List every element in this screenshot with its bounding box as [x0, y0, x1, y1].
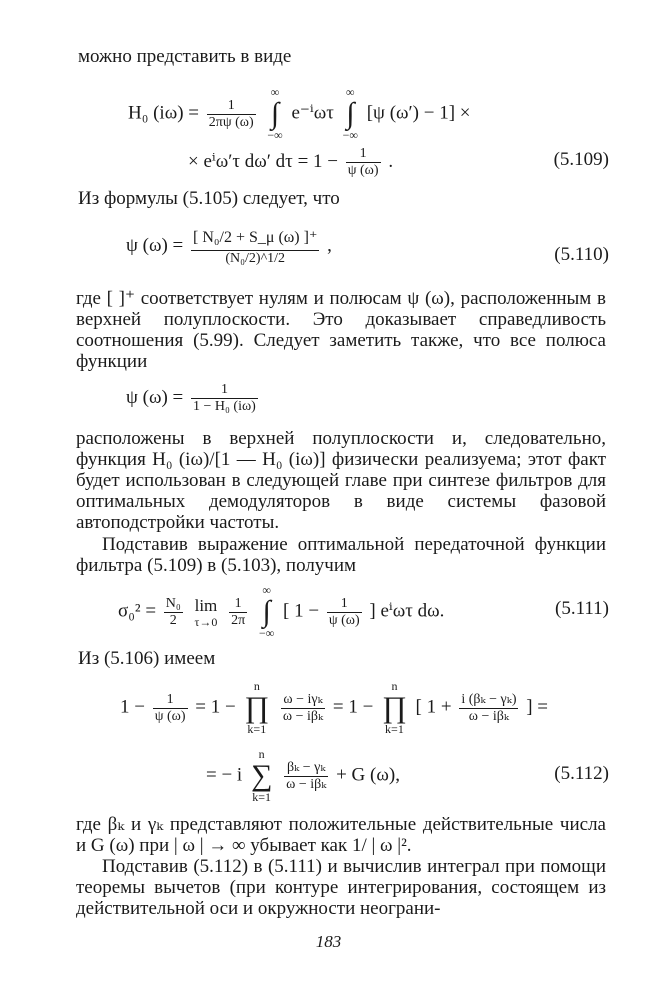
- equation-5-112-line-2: = − i n ∑ k=1 $\frac{\text{βₖ − γₖ}}{\text{ω − iβₖ}}$ + G (ω),: [206, 747, 400, 804]
- eq111-fraction-1: $\frac{\text{N₀}}{2}$: [165, 595, 181, 628]
- paragraph-4: где βₖ и γₖ представляют положительные действительные числа и G (ω) при | ω | → ∞ убывает как 1/ | ω |².: [76, 814, 606, 856]
- equation-5-111: σ₀² = $\frac{\text{N₀}}{2}$ lim τ→0 $\frac{1}{2\pi}$ ∞ ∫ −∞ [ 1 − $\frac{1}{\psi (\omega)}$ ] eⁱωτ dω.: [118, 583, 445, 640]
- equation-5-110: ψ (ω) = $\frac{\text{[ N₀/2 + S\_μ (ω) ]⁺}}{\text{(N₀/2)\textasciicircum{}1/2}}$ ,: [126, 226, 332, 267]
- eq112-fraction-3: $\frac{\text{i (βₖ − γₖ)}}{\text{ω − iβₖ}}$: [461, 691, 517, 724]
- eq112-product-2: n ∏ k=1: [382, 679, 407, 736]
- equation-psi: ψ (ω) = $\frac{1}{\text{1 − H₀ (iω)}}$: [126, 382, 256, 414]
- eq112-fraction-1: $\frac{1}{\psi (\omega)}$: [154, 691, 186, 724]
- eq111-fraction-2: $\frac{1}{2\pi}$: [231, 595, 246, 628]
- eq111-integral: ∞ ∫ −∞: [258, 583, 275, 640]
- eq109-fraction: $\frac{1}{2\pi\psi (\omega)}$: [208, 97, 254, 130]
- equation-number-5-112: (5.112): [554, 763, 609, 784]
- intro-text: можно представить в виде: [78, 46, 292, 67]
- page-number: 183: [315, 932, 342, 951]
- paragraph-5: Подставив (5.112) в (5.111) и вычислив интеграл при помощи теоремы вычетов (при контуре интегрирования, состоящем из действительной оси и окружности неограни-: [76, 856, 606, 919]
- equation-number-5-109: (5.109): [553, 149, 609, 170]
- eq109-fraction-2: $\frac{1}{\psi (\omega)}$: [347, 146, 379, 178]
- equation-5-112-line-1: 1 − $\frac{1}{\psi (\omega)}$ = 1 − n ∏ k=1 $\frac{\text{ω − iγₖ}}{\text{ω − iβₖ}}$ = 1 − n ∏ k=1 [ 1 + $\frac{\text{i (βₖ − γₖ)}}{\text{ω − iβₖ}}$ ] =: [120, 679, 549, 736]
- from-5-105-text: Из формулы (5.105) следует, что: [78, 188, 340, 209]
- eq109-lhs: H₀ (iω) =: [128, 102, 199, 124]
- eq112-product-1: n ∏ k=1: [244, 679, 270, 736]
- eq112-fraction-2: $\frac{\text{ω − iγₖ}}{\text{ω − iβₖ}}$: [282, 691, 324, 724]
- equation-number-5-111: (5.111): [555, 598, 609, 619]
- equation-5-109-line-2: × eⁱω′τ dω′ dτ = 1 − $\frac{1}{\psi (\omega)}$ .: [188, 146, 394, 178]
- from-5-106-text: Из (5.106) имеем: [78, 648, 216, 669]
- eq109-integral-1: ∞ ∫ −∞: [267, 85, 283, 142]
- eq110-fraction: $\frac{\text{[ N₀/2 + S\_μ (ω) ]⁺}}{\text{(N₀/2)\textasciicircum{}1/2}}$: [191, 226, 319, 267]
- eq-psi-fraction: $\frac{1}{\text{1 − H₀ (iω)}}$: [193, 382, 256, 414]
- eq111-fraction-3: $\frac{1}{\psi (\omega)}$: [328, 595, 360, 628]
- eq109-bracket: [ψ (ω′) − 1] ×: [366, 102, 471, 124]
- paragraph-3: Подставив выражение оптимальной передаточной функции фильтра (5.109) в (5.103), получим: [76, 534, 606, 576]
- paragraph-2: расположены в верхней полуплоскости и, следовательно, функция H₀ (iω)/[1 — H₀ (iω)] физически реализуема; этот факт будет использован в следующей главе при синтезе фильтров для оптимальных демодуляторов в виде системы фазовой автоподстройки частоты.: [76, 428, 606, 533]
- eq112-fraction-4: $\frac{\text{βₖ − γₖ}}{\text{ω − iβₖ}}$: [286, 759, 327, 792]
- eq109-integral-2: ∞ ∫ −∞: [342, 85, 358, 142]
- equation-5-109-line-1: [128, 86, 471, 142]
- equation-number-5-110: (5.110): [554, 244, 609, 265]
- eq111-limit: lim τ→0: [194, 595, 218, 629]
- eq109-exp: e⁻ⁱωτ: [291, 102, 334, 124]
- eq112-sum: n ∑ k=1: [250, 747, 273, 804]
- paragraph-1: где [ ]⁺ соответствует нулям и полюсам ψ (ω), расположенным в верхней полуплоскости. Это доказывает справедливость соотношения (5.99). Следует заметить также, что все полюса функции: [76, 288, 606, 372]
